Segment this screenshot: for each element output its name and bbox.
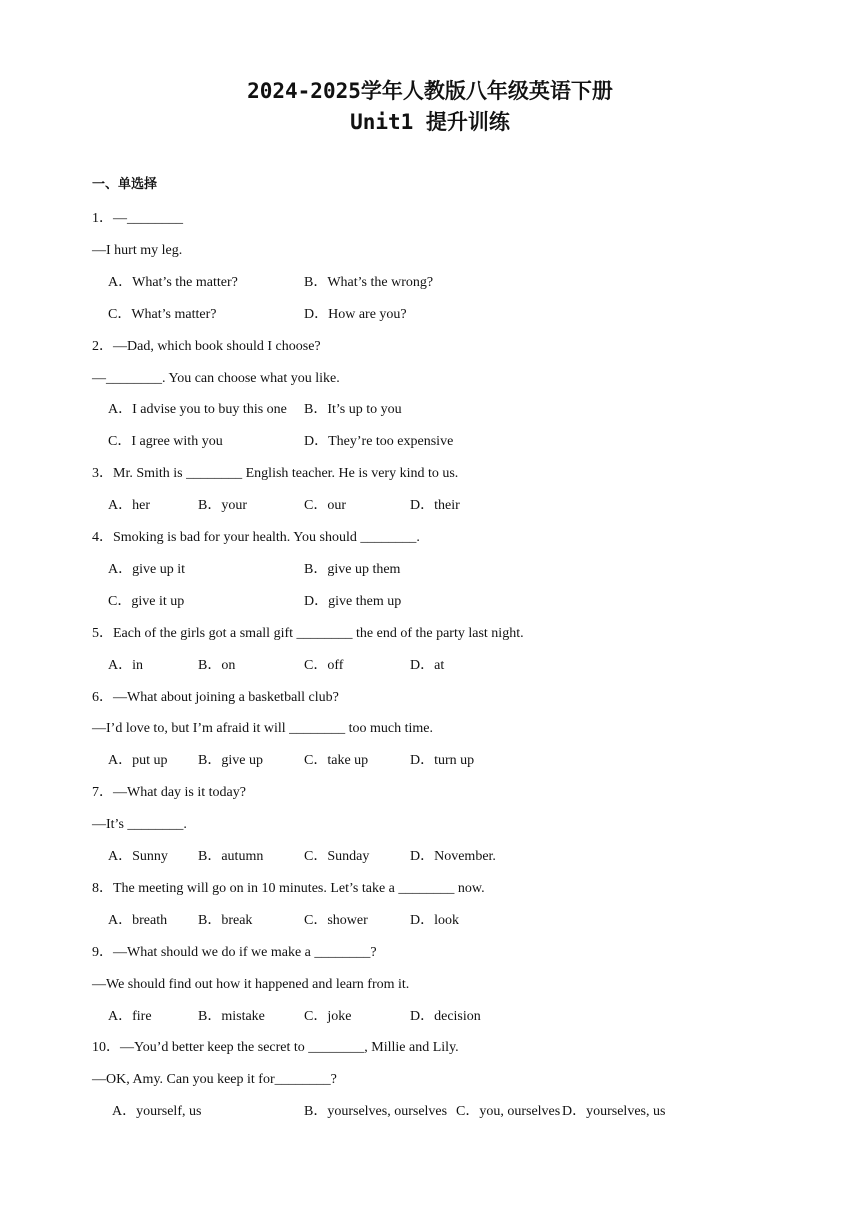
answer-option[interactable]: A．fire [108,1008,152,1024]
answer-option[interactable]: C．shower [304,912,368,928]
answer-option[interactable]: A．What’s the matter? [108,274,238,290]
question-stem: 4．Smoking is bad for your health. You should ________. [92,530,420,545]
answer-option[interactable]: B．on [198,657,236,673]
question-stem: 2．—Dad, which book should I choose? [92,338,321,354]
answer-option[interactable]: C．take up [304,753,369,769]
option-row [0,306,860,324]
option-row [0,593,860,611]
answer-option[interactable]: D．They’re too expensive [304,434,454,450]
answer-option[interactable]: A．yourself, us [112,1104,202,1120]
question-dialog-line: —I’d love to, but I’m afraid it will ________ too much time. [92,721,433,737]
answer-option[interactable]: C．What’s matter? [108,306,217,322]
option-row [0,912,860,930]
answer-option[interactable]: D．their [410,498,460,514]
option-row [0,497,860,515]
option-row [0,657,860,675]
answer-option[interactable]: D．yourselves, us [562,1104,666,1120]
question-stem: 8．The meeting will go on in 10 minutes. Let’s take a ________ now. [92,880,485,896]
answer-option[interactable]: A．put up [108,753,168,769]
answer-option[interactable]: D．How are you? [304,306,407,322]
answer-option[interactable]: B．It’s up to you [304,402,402,418]
answer-option[interactable]: B．yourselves, ourselves [304,1104,448,1120]
answer-option[interactable]: D．turn up [410,753,475,769]
page-title: 2024-2025学年人教版八年级英语下册 [247,79,613,103]
question-stem: 9．—What should we do if we make a ________? [92,944,377,960]
question-dialog-line: —OK, Amy. Can you keep it for________? [92,1072,337,1088]
answer-option[interactable]: C．off [304,657,344,673]
question-dialog-line: —I hurt my leg. [92,242,183,258]
option-row [0,752,860,770]
option-row [0,274,860,292]
question-stem: 1．—________ [92,211,183,226]
answer-option[interactable]: A．in [108,657,143,673]
question-dialog-line: —________. You can choose what you like. [92,370,340,386]
answer-option[interactable]: C．Sunday [304,849,370,864]
answer-option[interactable]: A．Sunny [108,849,168,864]
option-row [0,433,860,451]
answer-option[interactable]: D．give them up [304,593,402,609]
answer-option[interactable]: C．give it up [108,593,185,609]
question-stem: 3．Mr. Smith is ________ English teacher. He is very kind to us. [92,466,459,482]
answer-option[interactable]: D．look [410,912,459,928]
answer-option[interactable]: C．our [304,498,346,514]
option-row [0,1103,860,1121]
answer-option[interactable]: D．at [410,657,445,673]
answer-option[interactable]: D．November. [410,849,496,864]
question-dialog-line: —It’s ________. [92,817,187,833]
option-row [0,848,860,866]
section-heading: 一、单选择 [92,177,158,192]
answer-option[interactable]: A．give up it [108,561,185,577]
answer-option[interactable]: B．break [198,912,253,928]
answer-option[interactable]: B．mistake [198,1008,265,1024]
option-row [0,561,860,579]
answer-option[interactable]: A．breath [108,912,168,928]
answer-option[interactable]: A．her [108,498,150,514]
page-subtitle: Unit1 提升训练 [350,110,510,134]
question-stem: 6．—What about joining a basketball club? [92,689,339,705]
answer-option[interactable]: B．give up them [304,561,401,577]
answer-option[interactable]: C．you, ourselves [456,1104,561,1120]
answer-option[interactable]: B．give up [198,753,263,769]
answer-option[interactable]: D．decision [410,1008,481,1024]
question-stem: 5．Each of the girls got a small gift ________ the end of the party last night. [92,625,524,641]
option-row [0,1008,860,1026]
question-dialog-line: —We should find out how it happened and learn from it. [92,976,410,992]
option-row [0,401,860,419]
answer-option[interactable]: C．I agree with you [108,434,223,450]
question-stem: 10．—You’d better keep the secret to ________, Millie and Lily. [92,1040,459,1056]
question-stem: 7．—What day is it today? [92,785,246,801]
answer-option[interactable]: C．joke [304,1008,352,1024]
answer-option[interactable]: A．I advise you to buy this one [108,402,287,418]
answer-option[interactable]: B．What’s the wrong? [304,274,434,290]
answer-option[interactable]: B．autumn [198,849,264,864]
answer-option[interactable]: B．your [198,498,247,514]
